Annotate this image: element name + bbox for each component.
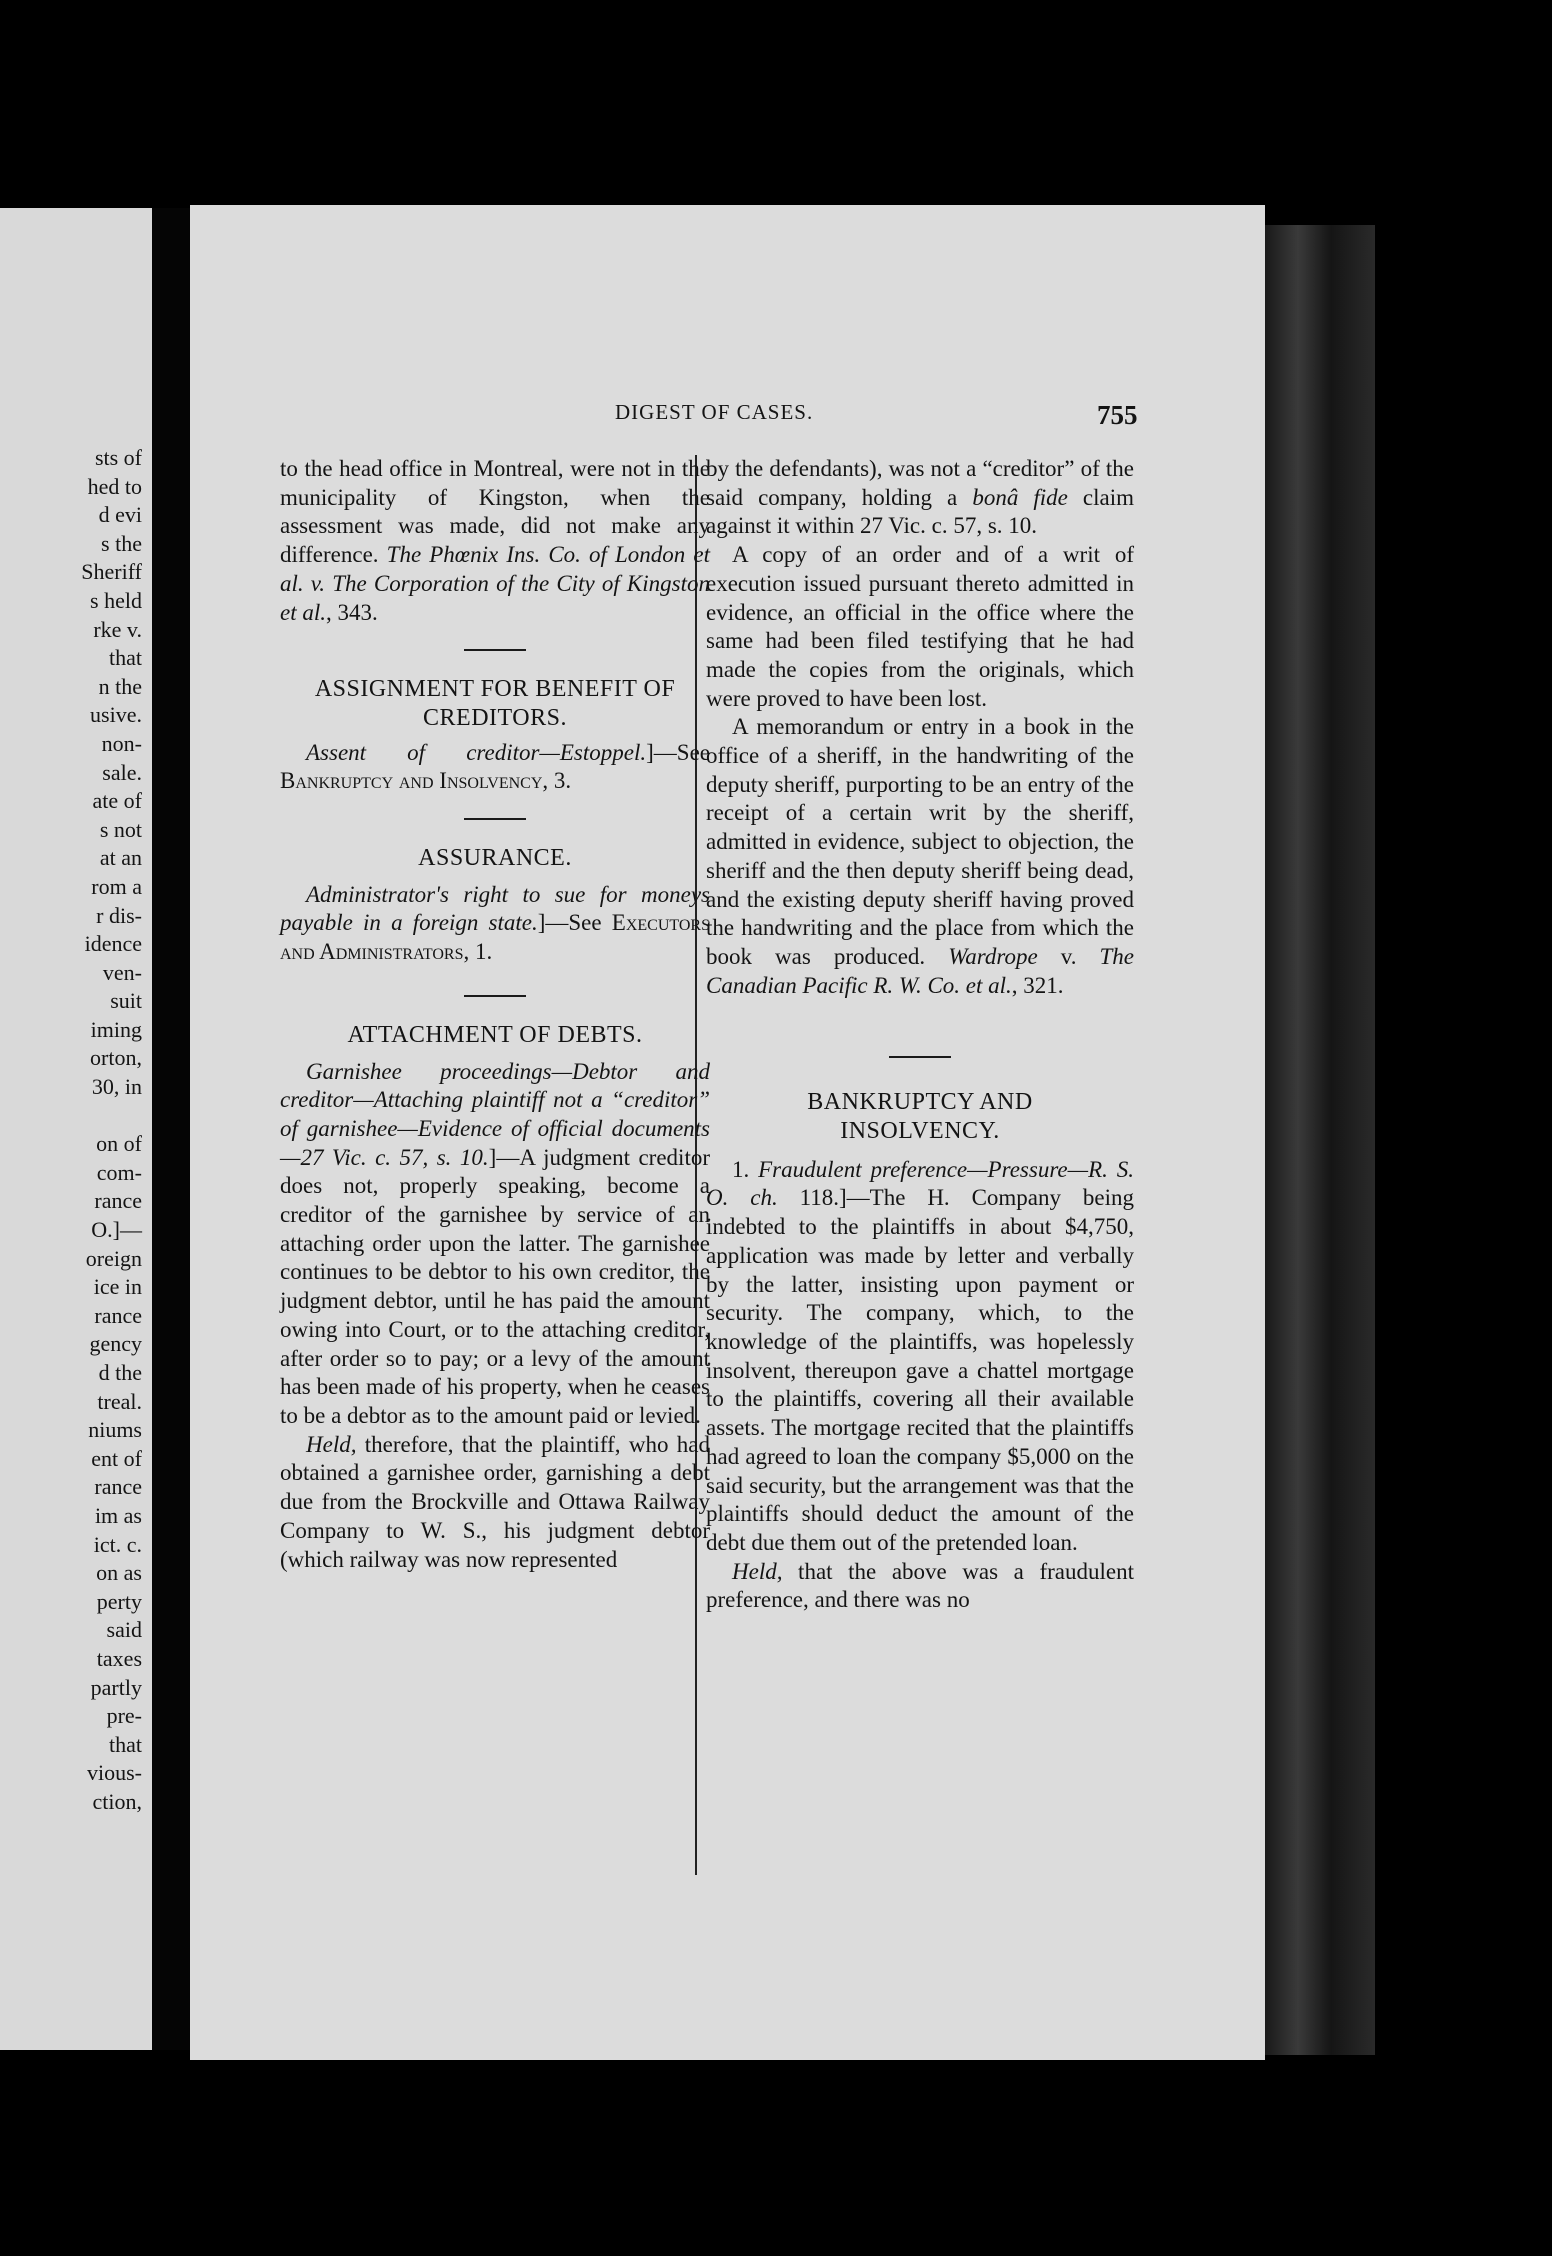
case-party: Wardrope xyxy=(948,943,1038,969)
left-page-line: n the xyxy=(98,673,142,699)
heading-attachment: ATTACHMENT OF DEBTS. xyxy=(347,1021,643,1048)
cross-reference: Bankruptcy and Insolvency xyxy=(280,768,543,794)
left-page-line: ent of xyxy=(91,1445,142,1471)
left-page-line: at an xyxy=(99,845,142,871)
heading-assurance: ASSURANCE. xyxy=(418,845,572,872)
left-column xyxy=(280,455,710,1574)
left-page-line: d evi xyxy=(98,502,142,528)
held-label: Held, xyxy=(306,1431,357,1457)
left-page-line: r dis- xyxy=(96,902,142,928)
cross-reference-number: , 3. xyxy=(542,768,572,794)
left-page-line: idence xyxy=(84,931,142,957)
held-text: that the above was a fraudulent preference, and there was no xyxy=(706,1558,1134,1613)
section-rule xyxy=(464,818,526,820)
held-text: therefore, that the plaintiff, who had obtained a garnishee order, garnishing a debt due from the Brockville and Ottawa Railway Company to W. S., his judgment debtor (which railway was now represented xyxy=(280,1431,710,1572)
left-page-line: ven- xyxy=(102,959,142,985)
left-page-line: hed to xyxy=(87,473,142,499)
left-page-line: usive. xyxy=(90,702,142,728)
section-rule xyxy=(464,995,526,997)
left-page-line xyxy=(0,1102,148,1131)
case-reference: , 343. xyxy=(326,599,378,625)
memorandum-paragraph xyxy=(706,713,1134,1000)
entry-assurance xyxy=(280,881,710,967)
entry-topic: Garnishee proceedings—Debtor and creditor—Attaching plaintiff not a “creditor” of garnishee—Evidence of official documents—27 Vic. c. 57, s. 10. xyxy=(280,1058,710,1170)
left-page-line: ice in xyxy=(93,1274,142,1300)
cross-reference-number: , 1. xyxy=(463,939,493,965)
continued-entry-text: to the head office in Montreal, were not in the municipality of Kingston, when the assessment was made, did not make any difference. xyxy=(280,456,710,568)
heading-assignment: ASSIGNMENT FOR BENEFIT OF CREDITORS. xyxy=(314,676,676,731)
left-page-line: s held xyxy=(90,587,142,613)
left-page-line: ate of xyxy=(92,788,142,814)
left-page-line: sale. xyxy=(102,759,142,785)
left-page-line: said xyxy=(106,1617,142,1643)
left-page-line: im as xyxy=(94,1502,142,1528)
entry-topic: Administrator's right to sue for moneys payable in a foreign state. xyxy=(280,881,710,936)
left-page-line: d the xyxy=(98,1360,142,1385)
left-page-line: rom a xyxy=(91,873,142,899)
left-page-line: ict. c. xyxy=(93,1531,142,1557)
left-page-line: rke v. xyxy=(93,616,142,642)
section-rule xyxy=(464,649,526,651)
continued-text-end: claim against it within 27 Vic. c. 57, s. 10. xyxy=(706,484,1134,539)
case-versus: v. xyxy=(1037,943,1100,969)
left-page-line: vious- xyxy=(87,1760,142,1786)
left-page-line: oreign xyxy=(85,1245,142,1271)
left-page-line: perty xyxy=(96,1588,142,1614)
continued-entry xyxy=(706,455,1134,541)
entry-held xyxy=(280,1431,710,1575)
see-prefix: ]—See xyxy=(537,910,612,936)
entry-topic: Assent of creditor—Estoppel. xyxy=(306,739,647,765)
left-page-line: 30, in xyxy=(91,1074,142,1100)
page-number: 755 xyxy=(1097,400,1138,430)
left-page-line: iming xyxy=(90,1016,142,1042)
left-page-line: rance xyxy=(94,1474,142,1500)
left-page-line: s the xyxy=(101,530,142,556)
section-rule xyxy=(889,1056,951,1058)
left-page-line: on as xyxy=(96,1560,142,1586)
left-page-line: com- xyxy=(96,1159,142,1185)
left-page-line: ction, xyxy=(92,1788,142,1814)
left-page-line: that xyxy=(109,645,142,671)
entry-held xyxy=(706,1558,1134,1615)
see-prefix: ]—See xyxy=(646,739,710,765)
memorandum-text: A memorandum or entry in a book in the office of a sheriff, in the handwriting of the deputy sheriff, purporting to be an entry of the receipt of a certain writ by the sheriff, admitted in evidence, subject to objection, the sheriff and the then deputy sheriff being dead, and the existing deputy sheriff having proved the handwriting and the place from which the book was produced. xyxy=(706,714,1134,969)
held-label: Held, xyxy=(732,1558,783,1584)
writ-paragraph: A copy of an order and of a writ of execution issued pursuant thereto admitted in evidence, an official in the office where the same had been filed testifying that he had made the copies from the originals, which were proved to have been lost. xyxy=(706,542,1134,711)
cross-reference: Executors and Administrators xyxy=(280,910,710,965)
entry-topic: Fraudulent preference—Pressure—R. S. O. ch. xyxy=(706,1156,1134,1211)
left-page-line: Sheriff xyxy=(81,559,142,585)
running-head: DIGEST OF CASES. xyxy=(615,400,814,424)
case-party: The Canadian Pacific R. W. Co. et al. xyxy=(706,943,1134,998)
left-page-line: on of xyxy=(96,1131,142,1157)
continued-text-start: by the defendants), was not a “creditor” of the said company, holding a xyxy=(706,456,1134,510)
left-facing-page xyxy=(0,208,152,2050)
entry-bankruptcy-1 xyxy=(706,1156,1134,1558)
entry-body: ]—A judgment creditor does not, properly speaking, become a creditor of the garnishee by service of an attaching order upon the latter. The garnishee continues to be debtor to his own creditor, the judgment debtor, until he has paid the amount owing into Court, or to the attaching creditor, after order so to pay; or a levy of the amount has been made of his property, when he ceases to be a debtor as to the amount paid or levied. xyxy=(280,1144,710,1428)
left-page-line: that xyxy=(109,1731,142,1757)
latin-term: bonâ fide xyxy=(972,484,1068,510)
left-page-line: sts of xyxy=(94,445,142,470)
left-page-line: treal. xyxy=(97,1388,142,1414)
left-page-line: rance xyxy=(94,1302,142,1328)
left-page-line: taxes xyxy=(96,1645,142,1671)
left-page-line: rance xyxy=(94,1188,142,1214)
entry-body: 118.]—The H. Company being indebted to the plaintiffs in about $4,750, application was made by letter and verbally by the latter, insisting upon payment or security. The company, which, to the knowledge of the plaintiffs, was hopelessly insolvent, thereupon gave a chattel mortgage to the plaintiffs, covering all their available assets. The mortgage recited that the plaintiffs had agreed to loan the company $5,000 on the said security, but the arrangement was that the plaintiffs should deduct the amount of the debt due them out of the pretended loan. xyxy=(706,1185,1134,1555)
left-page-line: O.]— xyxy=(91,1217,142,1243)
entry-attachment xyxy=(280,1058,710,1431)
left-page-line: gency xyxy=(89,1331,142,1357)
left-page-line: suit xyxy=(110,988,142,1014)
entry-assignment xyxy=(280,739,710,796)
heading-bankruptcy: BANKRUPTCY AND INSOLVENCY. xyxy=(807,1089,1033,1145)
case-citation: The Phœnix Ins. Co. of London et al. v. The Corporation of the City of Kingston et al. xyxy=(280,542,710,625)
case-reference: , 321. xyxy=(1011,972,1064,998)
left-page-line: s not xyxy=(99,816,142,842)
entry-number: 1. xyxy=(732,1156,759,1182)
left-page-line: partly xyxy=(90,1674,142,1700)
left-page-line: niums xyxy=(88,1417,142,1443)
left-page-text-fragments xyxy=(0,444,148,1817)
right-column xyxy=(706,455,1134,1615)
left-page-line: orton, xyxy=(90,1045,142,1071)
page-gutter xyxy=(152,208,192,2050)
left-page-line: non- xyxy=(101,730,142,756)
left-page-line: pre- xyxy=(106,1703,142,1729)
book-edge xyxy=(1265,225,1375,2055)
continued-entry xyxy=(280,455,710,627)
